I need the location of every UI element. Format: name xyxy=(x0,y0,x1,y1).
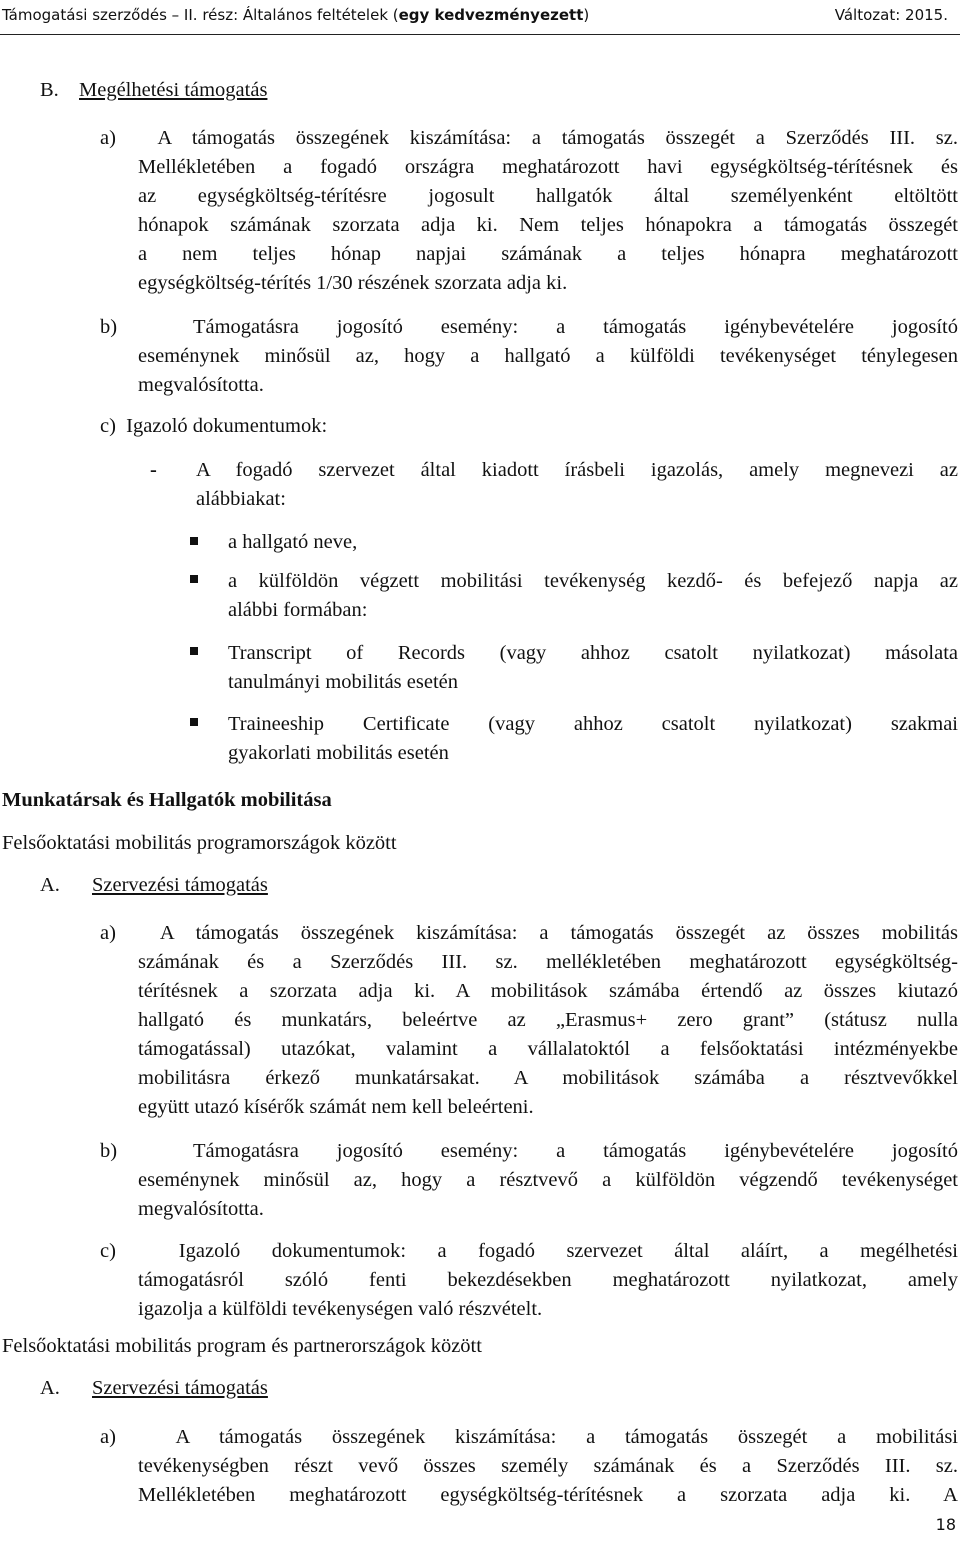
a1-b-line-3: megvalósította. xyxy=(138,1198,264,1220)
bullet-icon xyxy=(190,575,198,583)
a2-a-line-2: tevékenységben részt vevő összes személy számának és a Szerződés III. sz. xyxy=(138,1455,958,1477)
b-a-line-6: egységköltség-térítés 1/30 részének szorzata adja ki. xyxy=(138,272,568,294)
a1-c-line-1: c) Igazoló dokumentumok: a fogadó szervezet által aláírt, a megélhetési xyxy=(100,1240,958,1262)
programme-heading: Felsőoktatási mobilitás programországok között xyxy=(2,832,397,854)
section-a1-letter: A. xyxy=(40,874,60,896)
a1-a-line-3: térítésnek a szorzata adja ki. A mobilitások számába értendő az összes kiutazó xyxy=(138,980,958,1002)
page-number: 18 xyxy=(935,1515,956,1534)
b-a-line-4: hónapok számának szorzata adja ki. Nem teljes hónapokra a támogatás összegét xyxy=(138,214,958,236)
bullet-3-line-2: tanulmányi mobilitás esetén xyxy=(228,671,459,693)
b-c-title: c) Igazoló dokumentumok: xyxy=(100,415,328,437)
section-a2-title: Szervezési támogatás xyxy=(92,1377,268,1399)
section-b-title: Megélhetési támogatás xyxy=(79,79,268,101)
header-version: Változat: 2015. xyxy=(834,6,948,24)
bullet-1-line-1: a hallgató neve, xyxy=(228,531,358,553)
bullet-2-line-2: alábbi formában: xyxy=(228,599,368,621)
bullet-4-line-2: gyakorlati mobilitás esetén xyxy=(228,742,449,764)
section-a2-letter: A. xyxy=(40,1377,60,1399)
a1-c-line-3: igazolja a külföldi tevékenységen való részvételt. xyxy=(138,1298,543,1320)
section-a1-title: Szervezési támogatás xyxy=(92,874,268,896)
dash-line-1: A fogadó szervezet által kiadott írásbeli igazolás, amely megnevezi az xyxy=(196,459,958,481)
bullet-4-line-1: Traineeship Certificate (vagy ahhoz csatolt nyilatkozat) szakmai xyxy=(228,713,958,735)
b-a-line-2: Mellékletében a fogadó országra meghatározott havi egységköltség-térítésnek és xyxy=(138,156,958,178)
b-a-line-5: a nem teljes hónap napjai számának a teljes hónapra meghatározott xyxy=(138,243,958,265)
a1-a-line-5: támogatással) utazókat, valamint a vállalatoktól a felsőoktatási intézményekbe xyxy=(138,1038,958,1060)
a1-a-line-7: együtt utazó kísérők számát nem kell beleérteni. xyxy=(138,1096,534,1118)
partner-heading: Felsőoktatási mobilitás program és partnerországok között xyxy=(2,1335,482,1357)
dash-marker: - xyxy=(150,459,157,481)
dash-line-2: alábbiakat: xyxy=(196,488,286,510)
b-a-line-1: a) A támogatás összegének kiszámítása: a támogatás összegét a Szerződés III. sz. xyxy=(100,127,958,149)
a1-c-line-2: támogatásról szóló fenti bekezdésekben meghatározott nyilatkozat, amely xyxy=(138,1269,958,1291)
header-title-bold: egy kedvezményezett xyxy=(398,6,584,24)
header-title-close: ) xyxy=(583,6,590,24)
bullet-3-line-1: Transcript of Records (vagy ahhoz csatolt nyilatkozat) másolata xyxy=(228,642,958,664)
b-b-line-2: eseménynek minősül az, hogy a hallgató a külföldi tevékenységet ténylegesen xyxy=(138,345,958,367)
a1-b-line-1: b) Támogatásra jogosító esemény: a támogatás igénybevételére jogosító xyxy=(100,1140,958,1162)
header-title-text: Támogatási szerződés – II. rész: Általános feltételek ( xyxy=(2,6,399,24)
bullet-icon xyxy=(190,537,198,545)
staff-heading: Munkatársak és Hallgatók mobilitása xyxy=(2,789,332,811)
b-b-line-3: megvalósította. xyxy=(138,374,264,396)
a1-a-line-2: számának és a Szerződés III. sz. mellékletében meghatározott egységköltség- xyxy=(138,951,958,973)
bullet-icon xyxy=(190,718,198,726)
b-b-line-1: b) Támogatásra jogosító esemény: a támogatás igénybevételére jogosító xyxy=(100,316,958,338)
a1-b-line-2: eseménynek minősül az, hogy a résztvevő a külföldön végzendő tevékenységet xyxy=(138,1169,958,1191)
a1-a-line-4: hallgató és munkatárs, beleértve az „Erasmus+ zero grant” (státusz nulla xyxy=(138,1009,958,1031)
bullet-2-line-1: a külföldön végzett mobilitási tevékenység kezdő- és befejező napja az xyxy=(228,570,958,592)
a2-a-line-3: Mellékletében meghatározott egységköltség-térítésnek a szorzata adja ki. A xyxy=(138,1484,958,1506)
a2-a-line-1: a) A támogatás összegének kiszámítása: a támogatás összegét a mobilitási xyxy=(100,1426,958,1448)
bullet-icon xyxy=(190,647,198,655)
a1-a-line-6: mobilitásra érkező munkatársakat. A mobilitások számába a résztvevőkkel xyxy=(138,1067,958,1089)
header-title xyxy=(2,6,589,24)
page-header xyxy=(0,0,960,35)
section-b-letter: B. xyxy=(40,79,59,101)
a1-a-line-1: a) A támogatás összegének kiszámítása: a támogatás összegét az összes mobilitás xyxy=(100,922,958,944)
b-a-line-3: az egységköltség-térítésre jogosult hallgatók által személyenként eltöltött xyxy=(138,185,958,207)
